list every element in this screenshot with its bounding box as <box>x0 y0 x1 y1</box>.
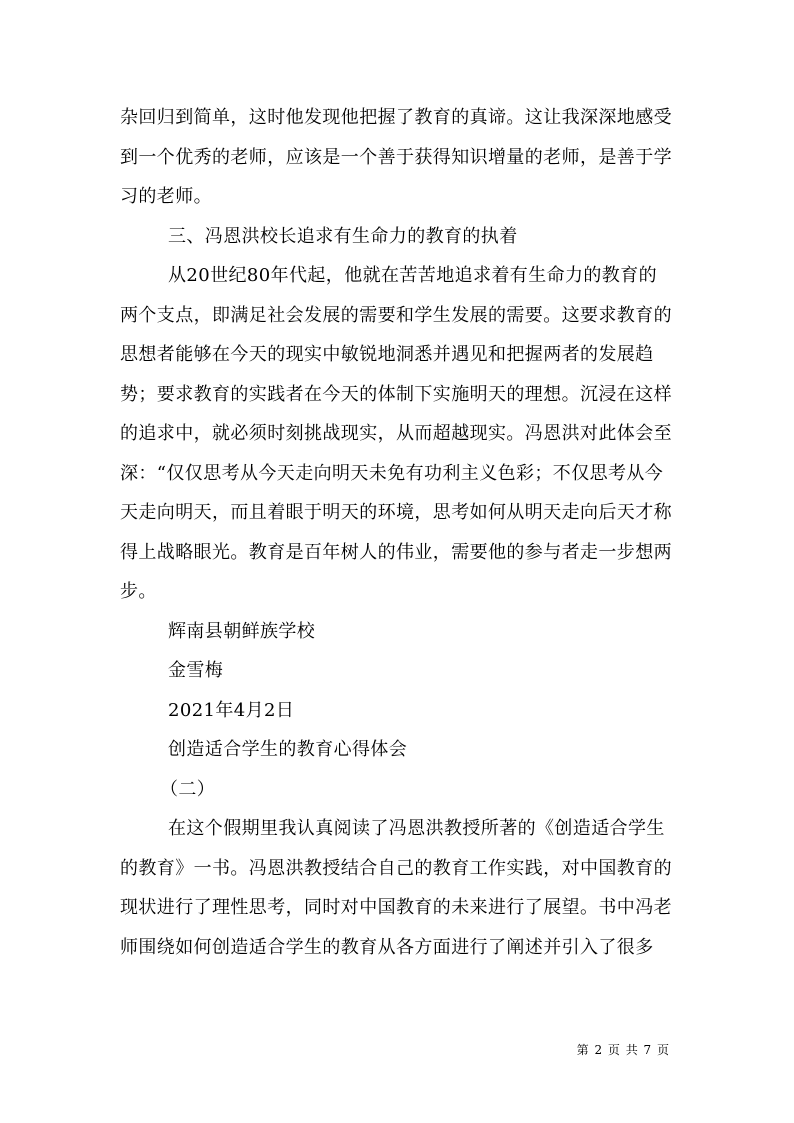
school-name: 辉南县朝鲜族学校 <box>168 620 316 642</box>
section-heading: 三、冯恩洪校长追求有生命力的教育的执着 <box>168 225 518 247</box>
page-number: 第 2 页 共 7 页 <box>576 1043 670 1057</box>
text-line: 到一个优秀的老师，应该是一个善于获得知识增量的老师，是善于学 <box>120 146 672 168</box>
text-line: 的追求中，就必须时刻挑战现实，从而超越现实。冯恩洪对此体会至 <box>120 423 672 444</box>
text-line: 步。 <box>120 581 157 602</box>
text-line: 两个支点，即满足社会发展的需要和学生发展的需要。这要求教育的 <box>120 304 672 326</box>
article-part: （二） <box>160 778 216 800</box>
text-line: 的教育》一书。冯恩洪教授结合自己的教育工作实践，对中国教育的 <box>120 857 672 879</box>
text-line: 深：“仅仅思考从今天走向明天未免有功利主义色彩；不仅思考从今 <box>120 462 664 484</box>
text-line: 天走向明天，而且着眼于明天的环境，思考如何从明天走向后天才称 <box>120 502 672 523</box>
text-line: 思想者能够在今天的现实中敏锐地洞悉并遇见和把握两者的发展趋 <box>120 344 654 365</box>
text-line: 习的老师。 <box>120 186 212 207</box>
author-name: 金雪梅 <box>168 660 224 681</box>
body-text <box>120 98 676 967</box>
text-line: 杂回归到简单，这时他发现他把握了教育的真谛。这让我深深地感受 <box>120 107 672 128</box>
text-line: 在这个假期里我认真阅读了冯恩洪教授所著的《创造适合学生 <box>168 818 665 839</box>
date-line: 2021年4月2日 <box>168 699 295 721</box>
text-line: 势；要求教育的实践者在今天的体制下实施明天的理想。沉浸在这样 <box>120 383 672 405</box>
article-title: 创造适合学生的教育心得体会 <box>168 739 408 760</box>
text-line: 现状进行了理性思考，同时对中国教育的未来进行了展望。书中冯老 <box>120 897 672 918</box>
text-line: 师围绕如何创造适合学生的教育从各方面进行了阐述并引入了很多 <box>120 936 654 958</box>
text-line: 从20世纪80年代起，他就在苦苦地追求着有生命力的教育的 <box>168 265 658 286</box>
text-line: 得上战略眼光。教育是百年树人的伟业，需要他的参与者走一步想两 <box>120 541 672 563</box>
